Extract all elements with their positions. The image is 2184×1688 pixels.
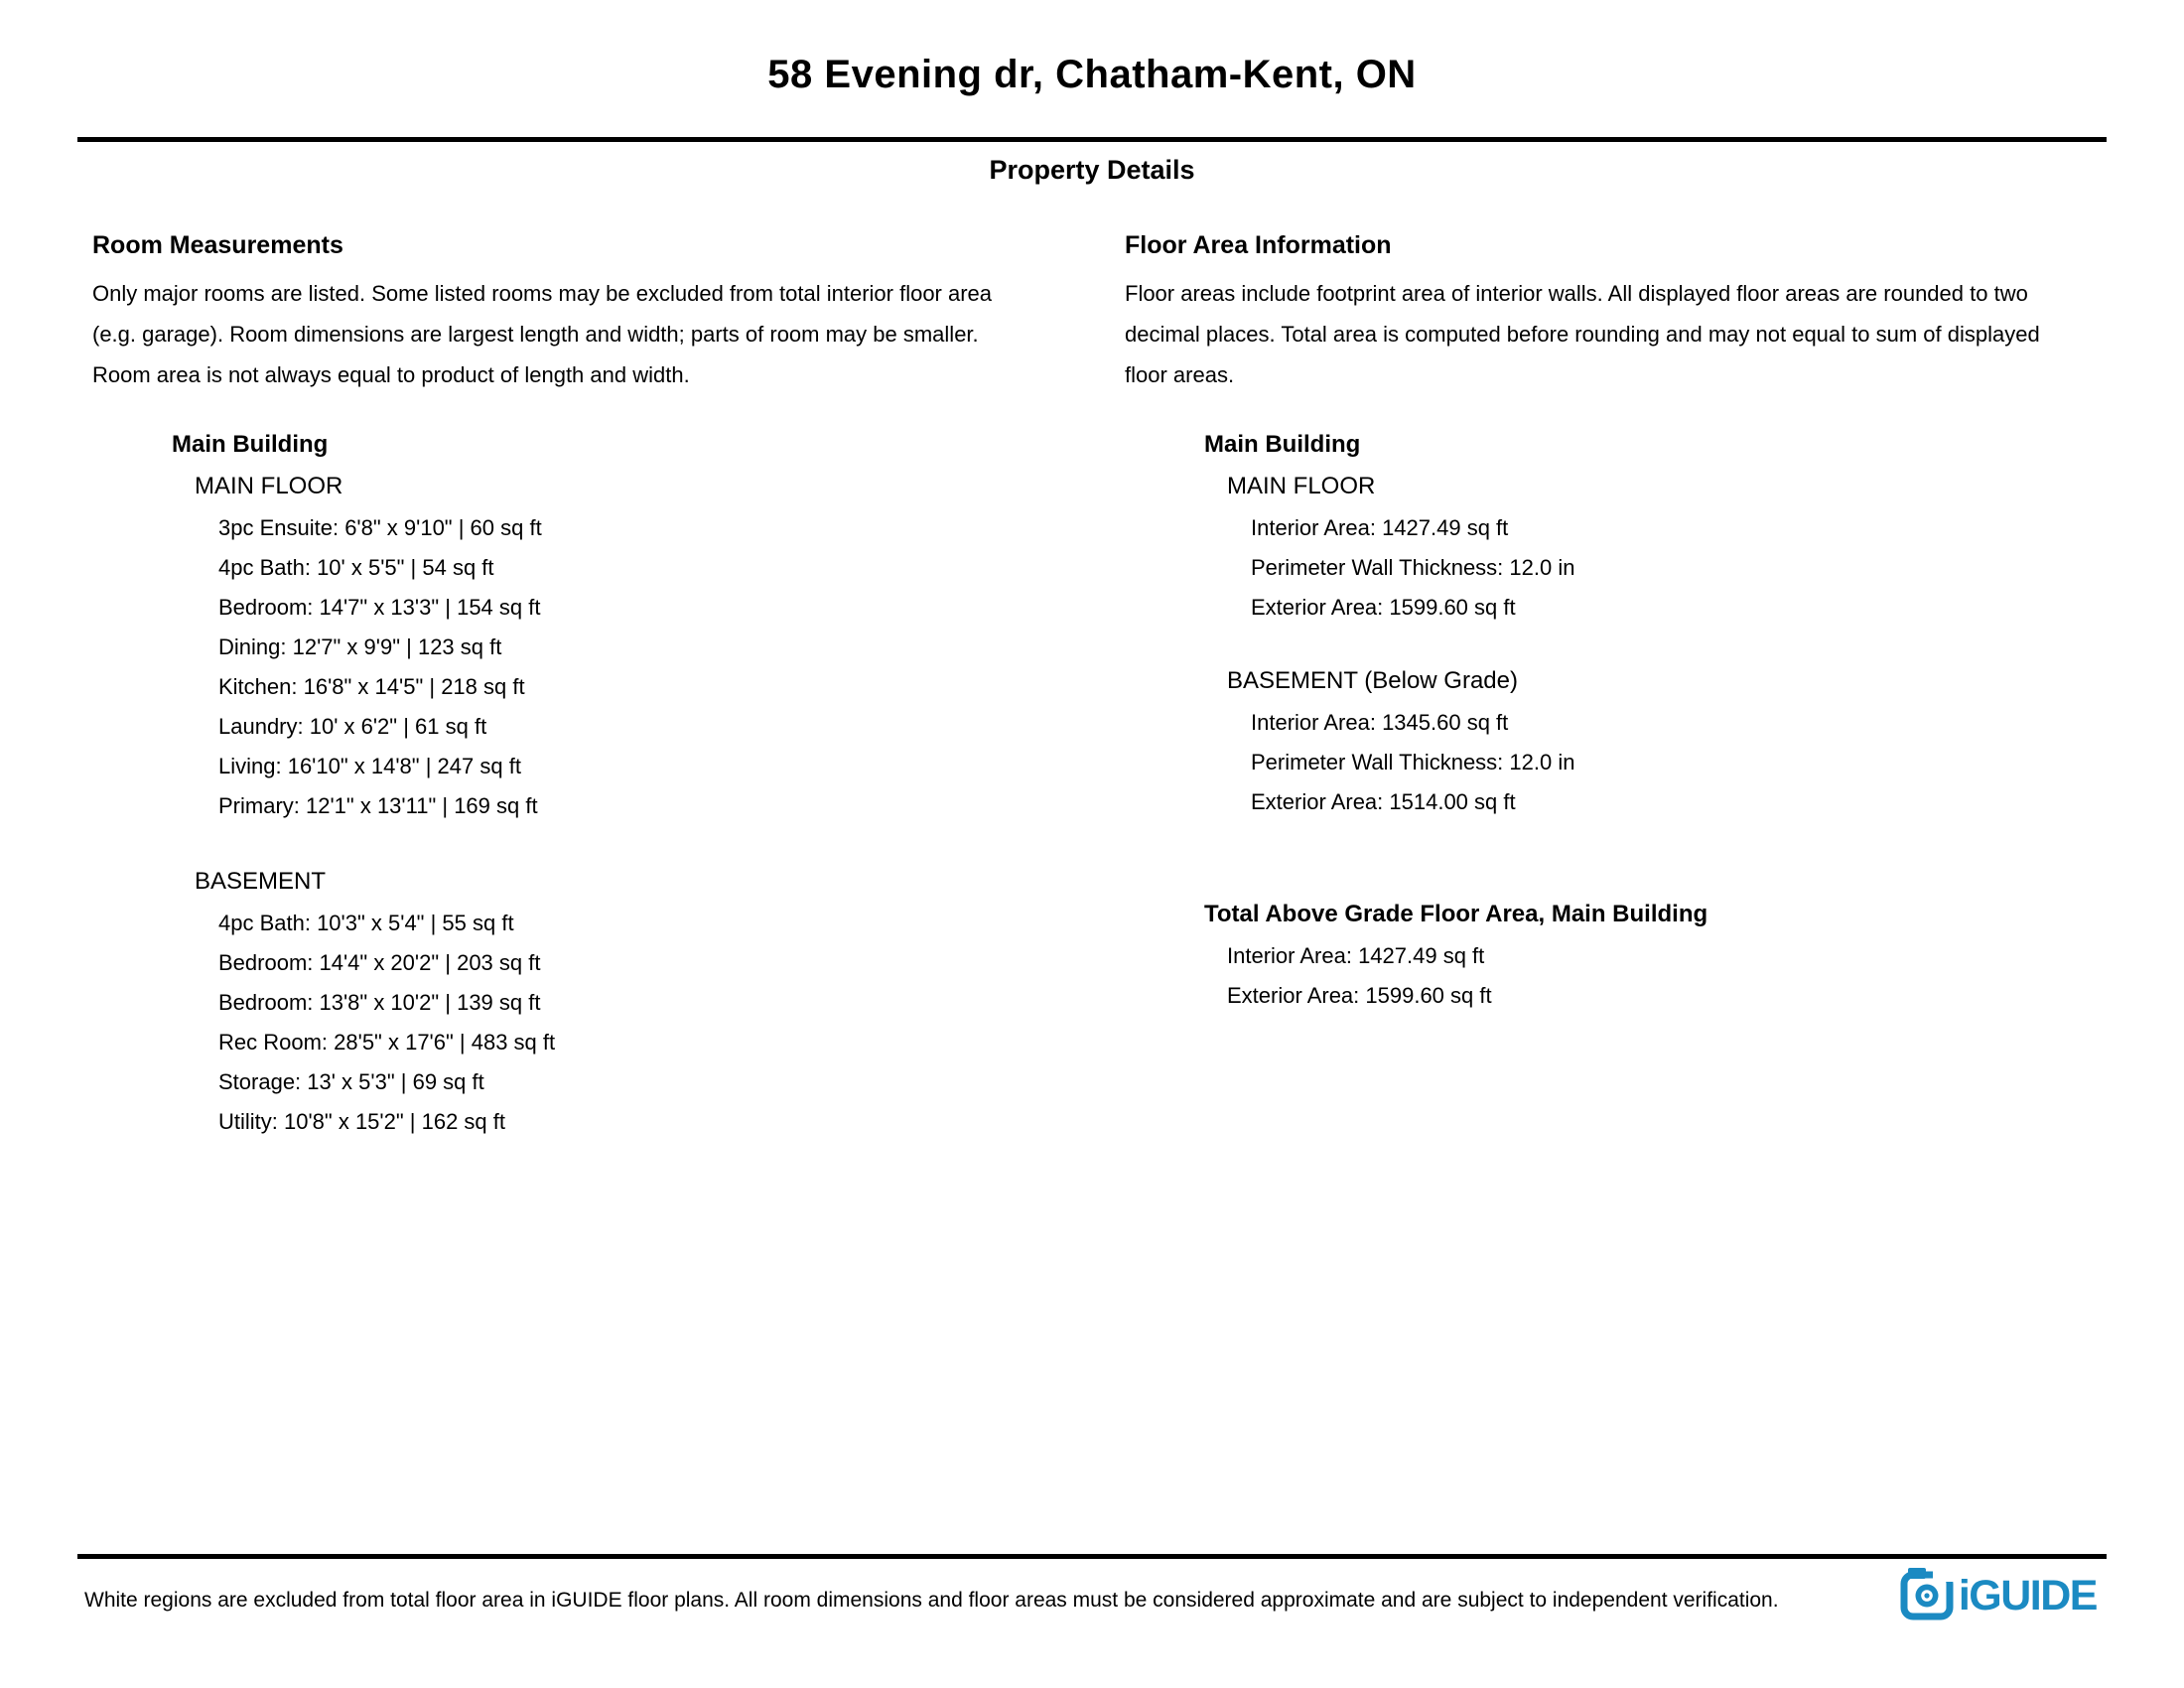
description-line: floor areas. (1125, 362, 1235, 387)
page-title: 58 Evening dr, Chatham-Kent, ON (767, 53, 1417, 96)
description-line: (e.g. garage). Room dimensions are largest length and width; parts of room may be smaller. (92, 322, 979, 347)
room-measurements-description (92, 273, 1095, 395)
main-floor-room-list (218, 508, 1095, 826)
room-measurement: 4pc Bath: 10'3" x 5'4" | 55 sq ft (218, 911, 514, 935)
page-header (0, 0, 2184, 186)
room-measurement: Rec Room: 28'5" x 17'6" | 483 sq ft (218, 1030, 556, 1055)
room-measurement: Primary: 12'1" x 13'11" | 169 sq ft (218, 793, 538, 818)
room-measurement: Living: 16'10" x 14'8" | 247 sq ft (218, 754, 521, 778)
room-measurement: Utility: 10'8" x 15'2" | 162 sq ft (218, 1109, 505, 1134)
iguide-camera-icon (1900, 1565, 1954, 1625)
room-measurements-heading: Room Measurements (92, 231, 343, 259)
basement-area-stats (1251, 703, 2117, 822)
floor-area-information-description (1125, 273, 2117, 395)
room-measurement: Dining: 12'7" x 9'9" | 123 sq ft (218, 634, 502, 659)
area-stat: Interior Area: 1427.49 sq ft (1227, 943, 1485, 968)
floor-name-basement-below-grade: BASEMENT (Below Grade) (1227, 667, 1518, 694)
floor-name-main-floor: MAIN FLOOR (1227, 473, 1376, 499)
room-measurement: Bedroom: 13'8" x 10'2" | 139 sq ft (218, 990, 541, 1015)
iguide-logo-text: iGUIDE (1958, 1571, 2097, 1619)
header-divider (77, 137, 2107, 142)
room-measurement: 3pc Ensuite: 6'8" x 9'10" | 60 sq ft (218, 515, 542, 540)
room-measurement: Storage: 13' x 5'3" | 69 sq ft (218, 1069, 484, 1094)
page-subtitle: Property Details (989, 155, 1195, 185)
area-stat: Exterior Area: 1514.00 sq ft (1251, 789, 1516, 814)
floor-name-main-floor: MAIN FLOOR (195, 473, 343, 499)
iguide-logo (1900, 1565, 2097, 1625)
room-measurement: Bedroom: 14'4" x 20'2" | 203 sq ft (218, 950, 541, 975)
room-measurement: Kitchen: 16'8" x 14'5" | 218 sq ft (218, 674, 525, 699)
building-name: Main Building (1204, 431, 1361, 458)
room-measurement: Laundry: 10' x 6'2" | 61 sq ft (218, 714, 487, 739)
area-stat: Exterior Area: 1599.60 sq ft (1251, 595, 1516, 620)
main-floor-area-stats (1251, 508, 2117, 628)
floor-area-information-section (1125, 230, 2117, 1016)
room-measurements-section (92, 230, 1095, 1142)
area-stat: Interior Area: 1427.49 sq ft (1251, 515, 1509, 540)
floor-area-information-heading: Floor Area Information (1125, 231, 1392, 259)
description-line: Room area is not always equal to product of length and width. (92, 362, 690, 387)
footer-disclaimer: White regions are excluded from total floor area in iGUIDE floor plans. All room dimensions and floor areas must be considered approximate and are subject to independent verification. (84, 1589, 1779, 1612)
description-line: Floor areas include footprint area of interior walls. All displayed floor areas are rounded to two (1125, 281, 2028, 306)
total-above-grade-stats (1227, 936, 2117, 1016)
total-above-grade-heading: Total Above Grade Floor Area, Main Building (1204, 901, 1708, 927)
area-stat: Perimeter Wall Thickness: 12.0 in (1251, 555, 1575, 580)
area-stat: Interior Area: 1345.60 sq ft (1251, 710, 1509, 735)
basement-room-list (218, 904, 1095, 1142)
area-stat: Exterior Area: 1599.60 sq ft (1227, 983, 1492, 1008)
footer-divider (77, 1554, 2107, 1559)
building-name: Main Building (172, 431, 329, 458)
room-measurement: Bedroom: 14'7" x 13'3" | 154 sq ft (218, 595, 541, 620)
floor-name-basement: BASEMENT (195, 868, 327, 895)
room-measurement: 4pc Bath: 10' x 5'5" | 54 sq ft (218, 555, 494, 580)
description-line: decimal places. Total area is computed before rounding and may not equal to sum of displayed (1125, 322, 2040, 347)
description-line: Only major rooms are listed. Some listed rooms may be excluded from total interior floor area (92, 281, 993, 306)
area-stat: Perimeter Wall Thickness: 12.0 in (1251, 750, 1575, 774)
